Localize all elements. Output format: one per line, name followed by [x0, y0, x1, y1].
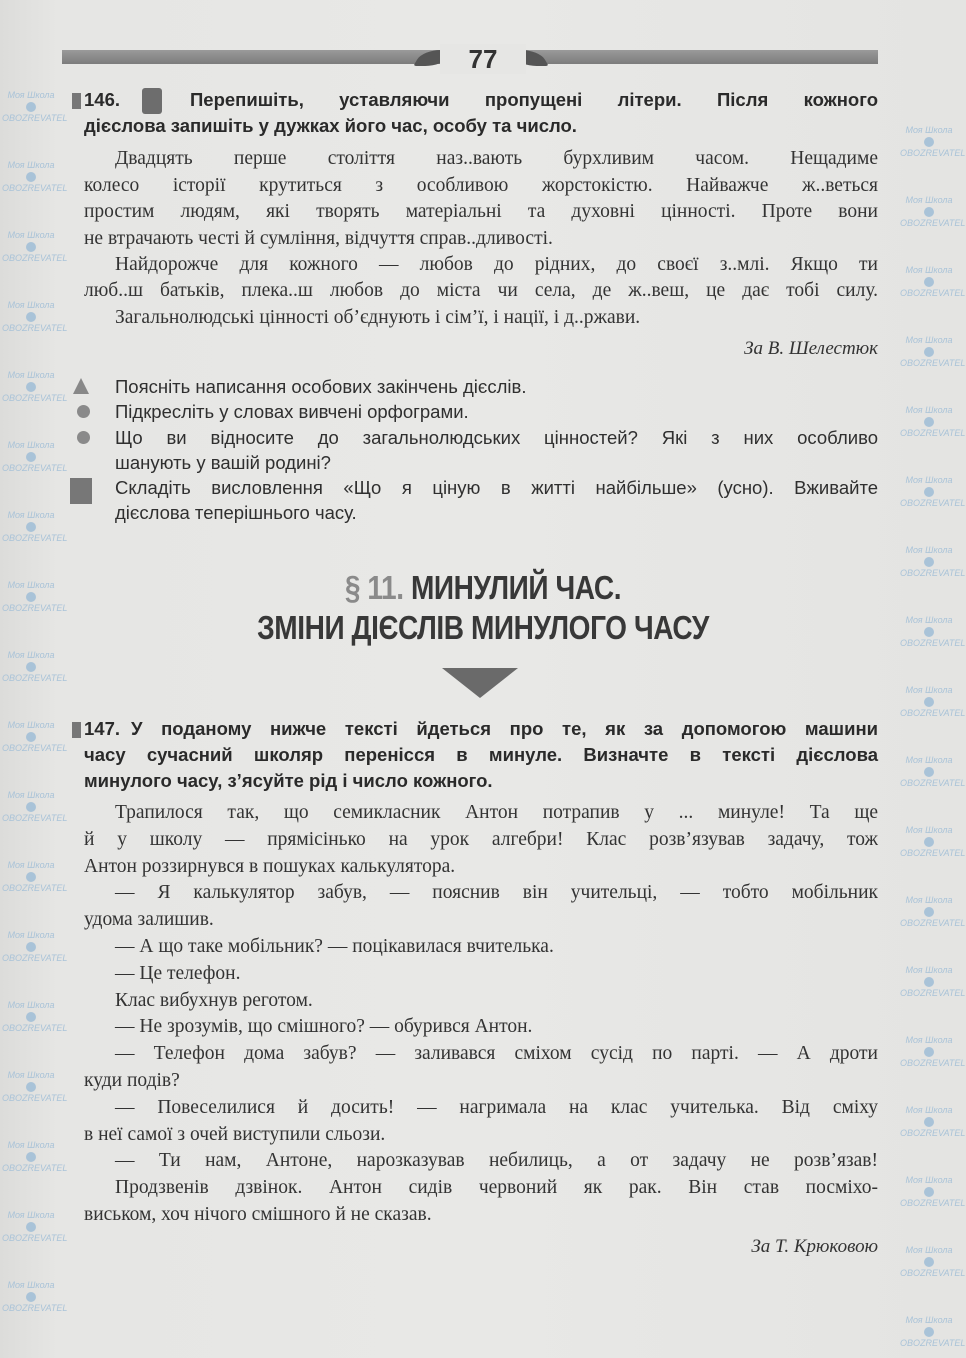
watermark-logo: Моя Школа OBOZREVATEL — [900, 685, 966, 718]
exercise-marker-icon — [72, 722, 81, 738]
exercise-text-line: — А що таке мобільник? — поцікавилася вчителька. — [115, 936, 554, 957]
watermark-circle-icon — [26, 872, 36, 882]
watermark-logo: Моя Школа OBOZREVATEL — [900, 405, 966, 438]
exercise-text-line: в неї самої з очей виступили сльози. — [84, 1123, 386, 1145]
section-title-line2: ЗМІНИ ДІЄСЛІВ МИНУЛОГО ЧАСУ — [257, 609, 709, 646]
watermark-circle-icon — [924, 767, 934, 777]
exercise-text-line: й у школу — прямісінько на урок алгебри! Клас розв’язував задачу, тож — [84, 828, 878, 850]
question-line: Складіть висловлення «Що я ціную в житті найбільше» (усно). Вживайте — [115, 477, 878, 498]
section-number: § 11. — [344, 569, 404, 606]
watermark-circle-icon — [924, 1327, 934, 1337]
watermark-logo: Моя Школа OBOZREVATEL — [900, 1245, 966, 1278]
watermark-logo: Моя Школа OBOZREVATEL — [2, 790, 68, 823]
exercise-number: 146. — [84, 89, 121, 110]
watermark-logo: Моя Школа OBOZREVATEL — [2, 1140, 68, 1173]
watermark-logo: Моя Школа OBOZREVATEL — [2, 440, 68, 473]
watermark-circle-icon — [924, 557, 934, 567]
exercise-task-line: У поданому нижче тексті йдеться про те, як за допомогою машини — [131, 718, 878, 739]
exercise-text-line: Найдорожче для кожного — любов до рідних, до своєї з..млі. Якщо ти — [115, 254, 878, 275]
exercise-text-line: виськом, хоч нічого смішного й не сказав. — [84, 1204, 432, 1225]
question-line: шанують у вашій родині? — [115, 452, 331, 473]
watermark-circle-icon — [26, 242, 36, 252]
exercise-task-line: дієслова запишіть у дужках його час, особу та число. — [84, 115, 577, 136]
watermark-logo: Моя Школа OBOZREVATEL — [2, 1280, 68, 1313]
watermark-logo: Моя Школа OBOZREVATEL — [900, 475, 966, 508]
watermark-logo: Моя Школа OBOZREVATEL — [2, 1210, 68, 1243]
watermark-circle-icon — [26, 662, 36, 672]
watermark-circle-icon — [26, 312, 36, 322]
watermark-circle-icon — [924, 977, 934, 987]
exercise-text-line: Антон роззирнувся в пошуках калькулятора. — [84, 855, 456, 877]
watermark-circle-icon — [924, 207, 934, 217]
section-title-line1 — [72, 570, 893, 606]
watermark-logo: Моя Школа OBOZREVATEL — [2, 1000, 68, 1033]
watermark-circle-icon — [26, 592, 36, 602]
watermark-circle-icon — [924, 1117, 934, 1127]
bullet-icon — [77, 431, 90, 444]
exercise-marker-icon — [72, 93, 81, 109]
question-line: дієслова теперішнього часу. — [115, 502, 357, 523]
exercise-text-line: люб..ш батьків, плека..ш любов до міста чи села, де ж..веш, це дає тобі силу. — [84, 280, 878, 301]
watermark-logo: Моя Школа OBOZREVATEL — [2, 580, 68, 613]
triangle-down-icon — [442, 668, 518, 698]
watermark-logo: Моя Школа OBOZREVATEL — [2, 510, 68, 543]
watermark-circle-icon — [26, 172, 36, 182]
watermark-circle-icon — [924, 417, 934, 427]
author-attribution: За Т. Крюковою — [751, 1236, 878, 1257]
watermark-logo: Моя Школа OBOZREVATEL — [900, 335, 966, 368]
watermark-logo: Моя Школа OBOZREVATEL — [2, 860, 68, 893]
exercise-text-line: — Я калькулятор забув, — пояснив він учительці, — тобто мобільник — [115, 882, 878, 904]
exercise-text-line: — Телефон дома забув? — заливався сміхом сусід по парті. — А дроти — [115, 1043, 878, 1065]
watermark-circle-icon — [924, 1047, 934, 1057]
watermark-circle-icon — [26, 942, 36, 952]
watermark-circle-icon — [924, 1257, 934, 1267]
watermark-circle-icon — [26, 1012, 36, 1022]
watermark-logo: Моя Школа OBOZREVATEL — [900, 265, 966, 298]
watermark-circle-icon — [26, 1292, 36, 1302]
exercise-text-line: простим людям, які творять матеріальні та духовні цінності. Проте вони — [84, 201, 878, 222]
watermark-circle-icon — [924, 627, 934, 637]
watermark-logo: Моя Школа OBOZREVATEL — [900, 895, 966, 928]
watermark-circle-icon — [26, 102, 36, 112]
watermark-logo: Моя Школа OBOZREVATEL — [2, 90, 68, 123]
exercise-text-line: не втрачають честі й сумління, відчуття справ..дливості. — [84, 228, 553, 249]
exercise-text-line: куди подів? — [84, 1070, 180, 1091]
watermark-circle-icon — [924, 487, 934, 497]
watermark-circle-icon — [26, 522, 36, 532]
speech-task-icon — [70, 478, 92, 504]
bullet-icon — [77, 405, 90, 418]
watermark-logo: Моя Школа OBOZREVATEL — [900, 825, 966, 858]
exercise-text-line: Двадцять перше століття наз..вають бурхливим часом. Нещадиме — [115, 148, 878, 169]
exercise-text-line: — Повеселилися й досить! — нагримала на клас учителька. Від сміху — [115, 1096, 878, 1118]
watermark-logo: Моя Школа OBOZREVATEL — [2, 720, 68, 753]
watermark-circle-icon — [924, 1187, 934, 1197]
section-title-text: МИНУЛИЙ ЧАС. — [410, 569, 622, 606]
watermark-circle-icon — [924, 347, 934, 357]
watermark-logo: Моя Школа OBOZREVATEL — [2, 930, 68, 963]
watermark-circle-icon — [26, 1152, 36, 1162]
watermark-circle-icon — [26, 732, 36, 742]
author-attribution: За В. Шелестюк — [744, 338, 878, 359]
written-task-icon — [142, 88, 162, 114]
watermark-logo: Моя Школа OBOZREVATEL — [2, 650, 68, 683]
exercise-task-line: часу сучасний школяр перенісся в минуле. Визначте в тексті дієслова — [84, 744, 878, 765]
watermark-circle-icon — [26, 382, 36, 392]
watermark-logo: Моя Школа OBOZREVATEL — [2, 300, 68, 333]
exercise-text-line: колесо історії крутиться з особливою жорстокістю. Найважче ж..веться — [84, 175, 878, 196]
watermark-circle-icon — [26, 1222, 36, 1232]
exercise-text-line: удома залишив. — [84, 909, 214, 931]
watermark-logo: Моя Школа OBOZREVATEL — [900, 965, 966, 998]
exercise-text-line: Продзвенів дзвінок. Антон сидів червоний як рак. Він став посміхо- — [115, 1177, 878, 1199]
watermark-logo: Моя Школа OBOZREVATEL — [2, 370, 68, 403]
watermark-circle-icon — [924, 837, 934, 847]
watermark-circle-icon — [26, 452, 36, 462]
watermark-logo: Моя Школа OBOZREVATEL — [2, 160, 68, 193]
watermark-logo: Моя Школа OBOZREVATEL — [2, 1070, 68, 1103]
question-line: Що ви відносите до загальнолюдських цінностей? Які з них особливо — [115, 427, 878, 448]
exercise-task-line: минулого часу, з’ясуйте рід і число кожного. — [84, 770, 493, 791]
watermark-circle-icon — [26, 1082, 36, 1092]
exercise-text-line: — Це телефон. — [115, 962, 241, 984]
watermark-logo: Моя Школа OBOZREVATEL — [900, 1035, 966, 1068]
exercise-text-line: Трапилося так, що семикласник Антон потрапив у ... минуле! Та ще — [115, 802, 878, 823]
watermark-logo: Моя Школа OBOZREVATEL — [900, 755, 966, 788]
arrow-up-icon — [73, 378, 89, 394]
watermark-circle-icon — [924, 137, 934, 147]
watermark-circle-icon — [924, 907, 934, 917]
question-line: Поясніть написання особових закінчень дієслів. — [115, 376, 527, 397]
question-line: Підкресліть у словах вивчені орфограми. — [115, 401, 469, 422]
watermark-circle-icon — [924, 277, 934, 287]
watermark-logo: Моя Школа OBOZREVATEL — [900, 1105, 966, 1138]
exercise-text-line: — Ти нам, Антоне, нарозказував небилиць, а от задачу не розв’язав! — [115, 1150, 878, 1172]
exercise-text-line: Загальнолюдські цінності об’єднують і сім’ї, і нації, і д..ржави. — [115, 307, 641, 328]
exercise-number: 147. — [84, 718, 121, 739]
exercise-text-line: Клас вибухнув реготом. — [115, 989, 313, 1011]
watermark-logo: Моя Школа OBOZREVATEL — [900, 1315, 966, 1348]
exercise-text-line: — Не зрозумів, що смішного? — обурився Антон. — [115, 1016, 533, 1038]
watermark-circle-icon — [26, 802, 36, 812]
watermark-logo: Моя Школа OBOZREVATEL — [900, 1175, 966, 1208]
page-number: 77 — [440, 44, 526, 74]
watermark-logo: Моя Школа OBOZREVATEL — [2, 230, 68, 263]
watermark-logo: Моя Школа OBOZREVATEL — [900, 195, 966, 228]
watermark-circle-icon — [924, 697, 934, 707]
exercise-task-line: Перепишіть, уставляючи пропущені літери. Після кожного — [190, 89, 878, 110]
watermark-logo: Моя Школа OBOZREVATEL — [900, 545, 966, 578]
watermark-logo: Моя Школа OBOZREVATEL — [900, 615, 966, 648]
watermark-logo: Моя Школа OBOZREVATEL — [900, 125, 966, 158]
